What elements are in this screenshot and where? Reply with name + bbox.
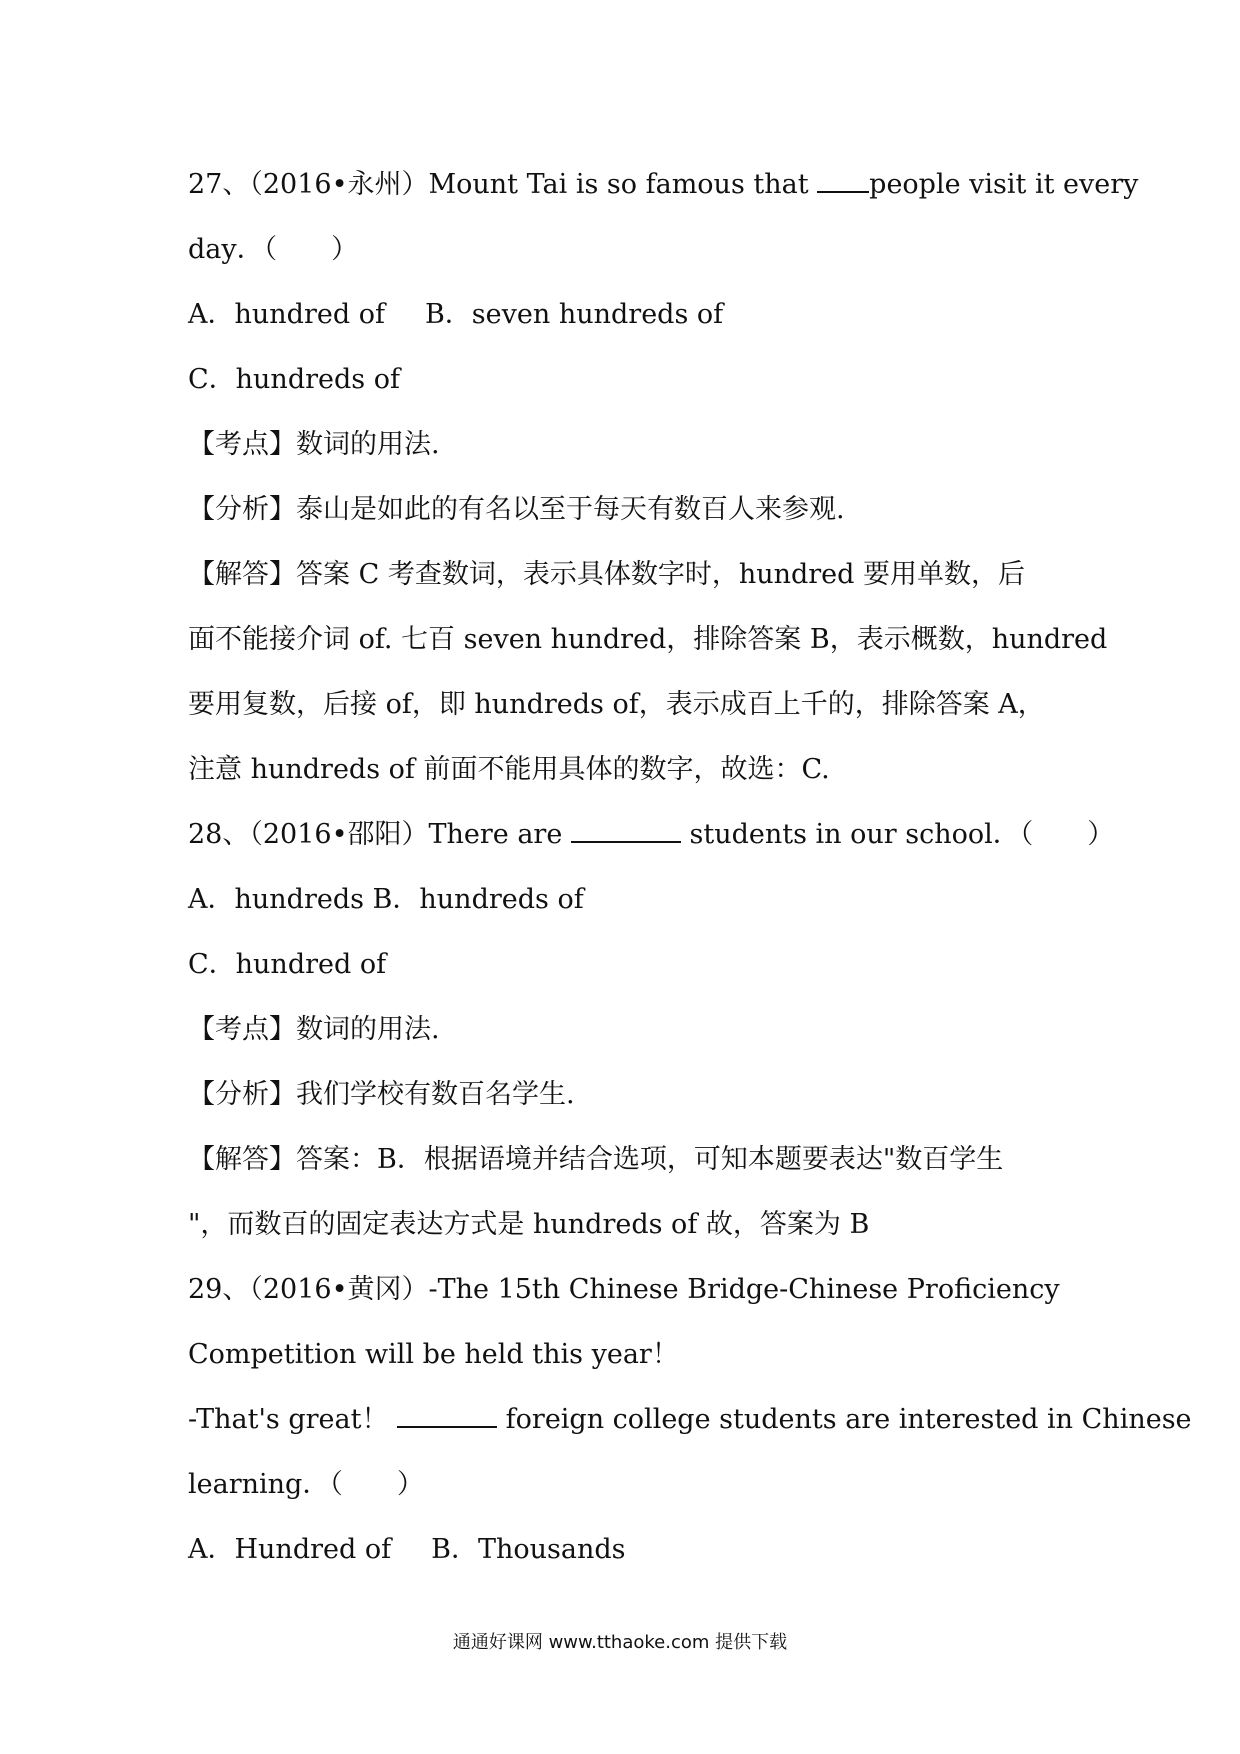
- question-text: 27、（2016•永州）Mount Tai is so famous that: [188, 169, 818, 200]
- question-29-line-1: 29、（2016•黄冈）-The 15th Chinese Bridge-Chinese Proficiency: [188, 1274, 1060, 1305]
- answer-blank: [817, 165, 869, 193]
- question-text: 28、（2016•邵阳）There are: [188, 819, 571, 850]
- question-27-jieda-2: 面不能接介词 of. 七百 seven hundred，排除答案 B，表示概数，hundred: [188, 624, 1108, 655]
- option-b: B．seven hundreds of: [424, 299, 724, 330]
- question-text: foreign college students are interested in Chinese: [497, 1404, 1192, 1435]
- question-29-line-4: learning．（ ）: [188, 1469, 424, 1500]
- question-27-option-c: C．hundreds of: [188, 364, 400, 395]
- question-27-options-ab: [188, 282, 1058, 347]
- option-b: B．Thousands: [431, 1534, 626, 1565]
- question-27-jieda-1: 【解答】答案 C 考查数词，表示具体数字时，hundred 要用单数，后: [188, 559, 1026, 590]
- question-27-kaodian: 【考点】数词的用法.: [188, 429, 440, 460]
- question-text: people visit it every: [869, 169, 1139, 200]
- option-a: A．Hundred of: [188, 1534, 392, 1565]
- question-29-options-ab: [188, 1517, 1058, 1582]
- question-27-jieda-3: 要用复数，后接 of，即 hundreds of，表示成百上千的，排除答案 A，: [188, 689, 1045, 720]
- document-body: [188, 152, 1192, 1582]
- question-27-line-1: [188, 152, 1139, 217]
- question-28-option-c: C．hundred of: [188, 949, 387, 980]
- question-28-jieda-2: "，而数百的固定表达方式是 hundreds of 故，答案为 B: [188, 1209, 870, 1240]
- question-27-line-2: day．（ ）: [188, 234, 359, 265]
- question-28-line-1: [188, 802, 1115, 867]
- answer-blank: [571, 815, 681, 843]
- question-29-line-3: [188, 1387, 1192, 1452]
- question-29-line-2: Competition will be held this year！: [188, 1339, 679, 1370]
- question-27-fenxi: 【分析】泰山是如此的有名以至于每天有数百人来参观.: [188, 494, 845, 525]
- answer-blank: [397, 1400, 497, 1428]
- question-28-jieda-1: 【解答】答案：B．根据语境并结合选项，可知本题要表达"数百学生: [188, 1144, 1004, 1175]
- question-text: students in our school．（ ）: [680, 819, 1115, 850]
- question-27-jieda-4: 注意 hundreds of 前面不能用具体的数字，故选：C.: [188, 754, 830, 785]
- page-footer: 通通好课网 www.tthaoke.com 提供下载: [452, 1632, 788, 1653]
- option-a: A．hundred of: [188, 299, 385, 330]
- question-28-kaodian: 【考点】数词的用法.: [188, 1014, 440, 1045]
- question-28-fenxi: 【分析】我们学校有数百名学生.: [188, 1079, 575, 1110]
- question-text: -That's great！: [188, 1404, 398, 1435]
- question-28-options-ab: A．hundreds B．hundreds of: [188, 884, 584, 915]
